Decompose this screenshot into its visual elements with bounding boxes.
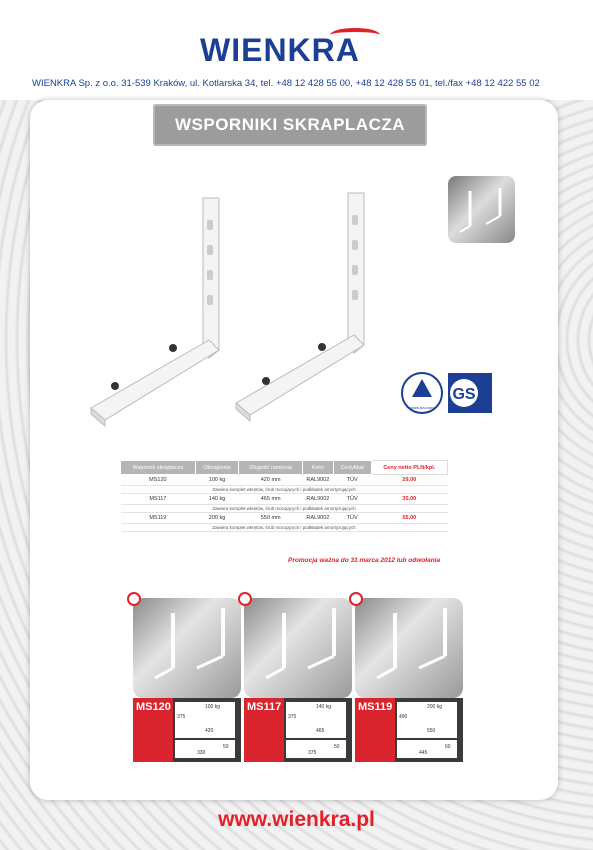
tuv-gs-icon — [400, 367, 500, 417]
col-model: Wspornik skraplacza — [121, 461, 196, 475]
product-image — [133, 598, 241, 698]
dim-width: 330 — [197, 750, 206, 756]
header — [0, 0, 593, 100]
table-note-row — [121, 486, 448, 494]
bracket-illustration-left — [85, 190, 235, 430]
dim-width: 445 — [419, 750, 428, 756]
cell-length: 420 mm — [239, 475, 303, 486]
cell-color: RAL9002 — [303, 475, 334, 486]
cell-cert: TÜV — [333, 513, 371, 524]
logo-text: WIENKRA — [200, 32, 360, 68]
cell-model: MS119 — [121, 513, 196, 524]
dim-height: 490 — [399, 714, 408, 720]
product-card-ms117 — [244, 598, 352, 766]
table-row — [121, 475, 448, 486]
cell-load: 140 kg — [195, 494, 239, 505]
dimension-diagram — [397, 702, 457, 738]
dimension-diagram — [286, 702, 346, 738]
cell-note: Zawiera komplet wkrętów, śrub mocujących i podkładek amortyzujących — [121, 505, 448, 513]
circle-marker-icon — [238, 592, 252, 606]
product-card-ms119 — [355, 598, 463, 766]
col-load: Obciążenie — [195, 461, 239, 475]
dim-height: 375 — [288, 714, 297, 720]
card-code: MS119 — [358, 701, 393, 713]
table-note-row — [121, 505, 448, 513]
product-image — [355, 598, 463, 698]
dim-length: 465 — [316, 728, 325, 734]
cell-color: RAL9002 — [303, 494, 334, 505]
wienkra-logo — [200, 28, 390, 70]
page-title: WSPORNIKI SKRAPLACZA — [153, 104, 427, 146]
cell-note: Zawiera komplet wkrętów, śrub mocujących i podkładek amortyzujących — [121, 524, 448, 532]
dim-length: 420 — [205, 728, 214, 734]
table-header-row — [121, 461, 448, 475]
product-image — [244, 598, 352, 698]
col-price: Ceny netto PLN/kpl. — [371, 461, 447, 475]
cell-price: 55,00 — [371, 513, 447, 524]
cell-color: RAL9002 — [303, 513, 334, 524]
cell-price: 29,00 — [371, 475, 447, 486]
dim-height: 375 — [177, 714, 186, 720]
card-code: MS117 — [247, 701, 282, 713]
tuv-label: www.tuv.com — [410, 405, 434, 410]
dim-length: 550 — [427, 728, 436, 734]
table-note-row — [121, 524, 448, 532]
cell-load: 200 kg — [195, 513, 239, 524]
dim-load: 100 kg — [205, 704, 221, 710]
contact-line: WIENKRA Sp. z o.o. 31-539 Kraków, ul. Kotlarska 34, tel. +48 12 428 55 00, +48 12 428 55 01, tel./fax +48 12 422 55 02 — [32, 78, 540, 89]
bracket-icon — [133, 598, 241, 698]
bracket-thumb-icon — [448, 176, 515, 243]
product-card-ms120 — [133, 598, 241, 766]
certification-logos — [400, 367, 500, 417]
cell-model: MS120 — [121, 475, 196, 486]
dimension-diagram-secondary — [175, 740, 235, 758]
cell-cert: TÜV — [333, 494, 371, 505]
cell-length: 465 mm — [239, 494, 303, 505]
cell-note: Zawiera komplet wkrętów, śrub mocujących i podkładek amortyzujących — [121, 486, 448, 494]
cell-price: 35,00 — [371, 494, 447, 505]
bracket-icon — [244, 598, 352, 698]
dim-thickness: 50 — [223, 744, 229, 750]
website-link[interactable]: www.wienkra.pl — [218, 808, 375, 831]
dimension-diagram — [175, 702, 235, 738]
dim-thickness: 50 — [334, 744, 340, 750]
card-code: MS120 — [136, 701, 171, 713]
bracket-illustration-right — [230, 185, 380, 425]
dim-thickness: 60 — [445, 744, 451, 750]
circle-marker-icon — [127, 592, 141, 606]
table-row — [121, 513, 448, 524]
col-color: Kolor — [303, 461, 334, 475]
dimension-diagram-secondary — [397, 740, 457, 758]
col-length: Długość ramienia — [239, 461, 303, 475]
promo-note: Promocja ważna do 31 marca 2012 lub odwołania — [288, 557, 441, 564]
price-table — [120, 460, 448, 532]
dim-width: 375 — [308, 750, 317, 756]
circle-marker-icon — [349, 592, 363, 606]
col-cert: Certyfikat — [333, 461, 371, 475]
gs-label: GS — [452, 386, 476, 403]
product-thumbnail — [448, 176, 515, 243]
dim-load: 140 kg — [316, 704, 332, 710]
table-row — [121, 494, 448, 505]
bracket-icon — [355, 598, 463, 698]
cell-load: 100 kg — [195, 475, 239, 486]
cell-model: MS117 — [121, 494, 196, 505]
dimension-diagram-secondary — [286, 740, 346, 758]
cell-cert: TÜV — [333, 475, 371, 486]
cell-length: 550 mm — [239, 513, 303, 524]
dim-load: 200 kg — [427, 704, 443, 710]
